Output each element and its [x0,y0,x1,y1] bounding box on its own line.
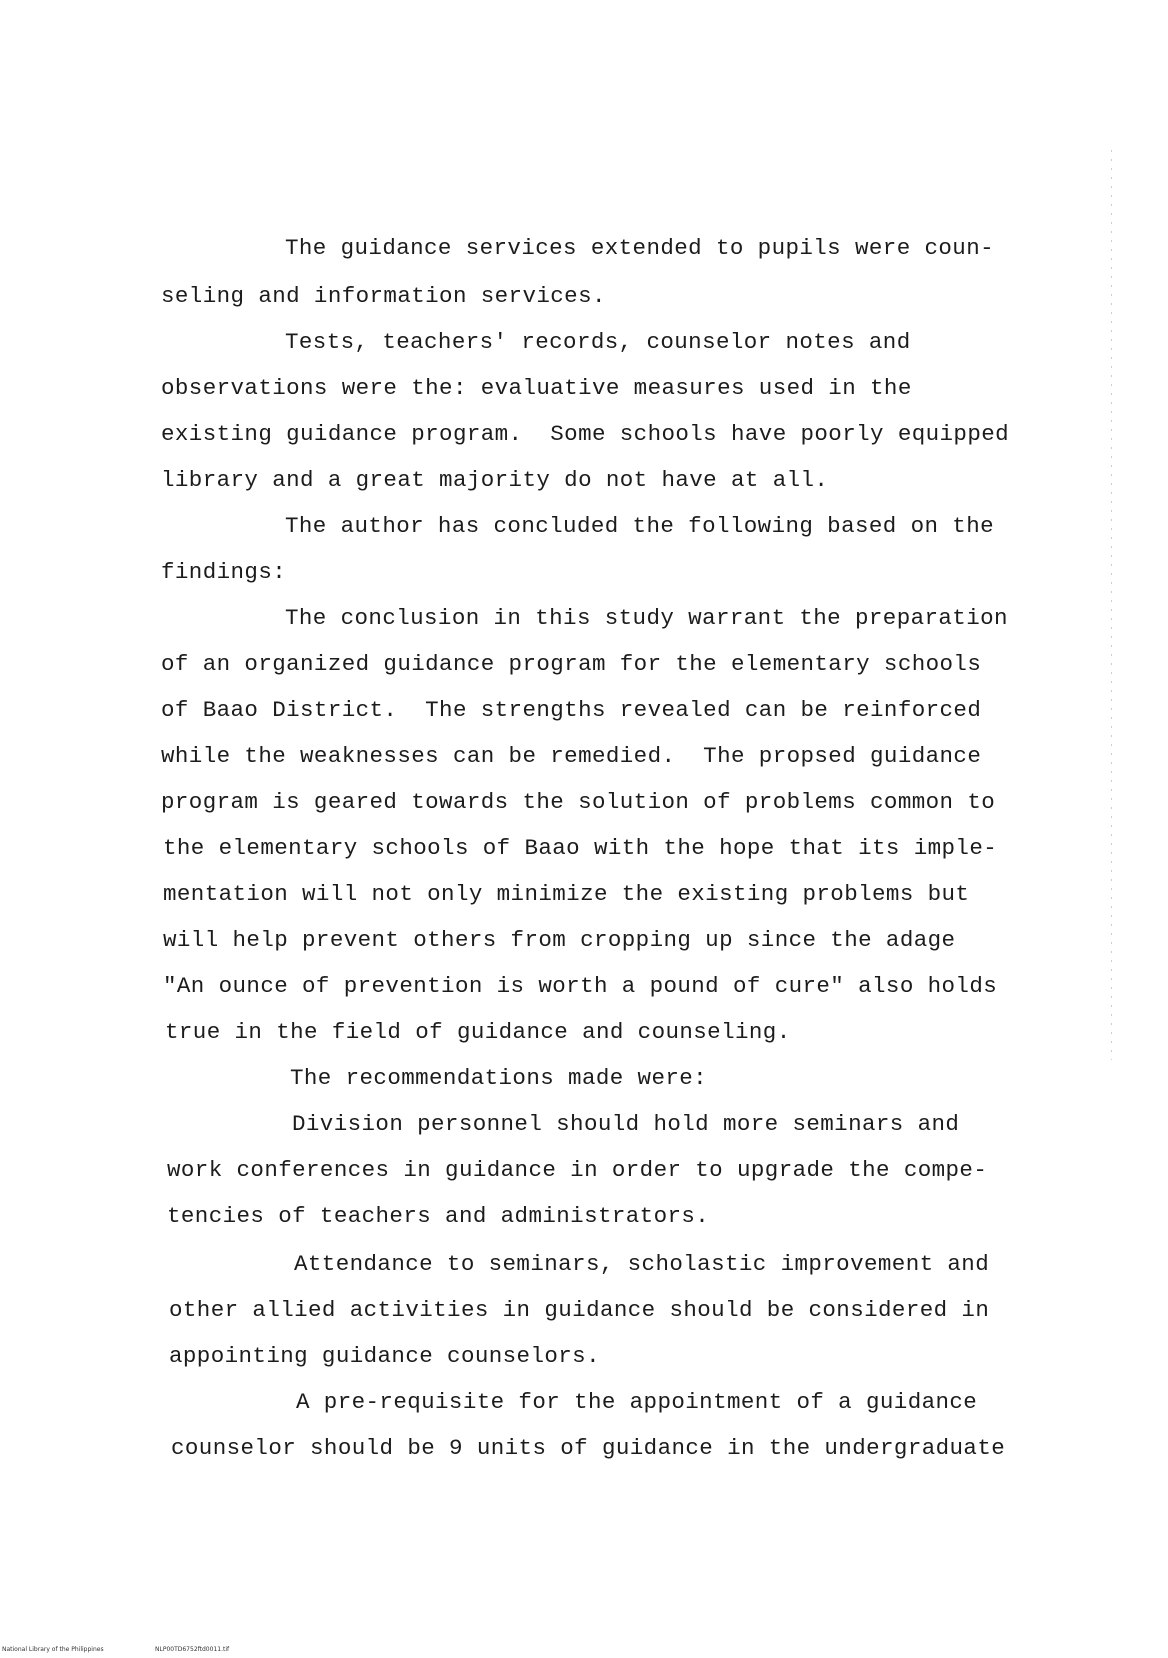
text-line-20: Division personnel should hold more seminars and [292,1111,960,1137]
text-line-3: Tests, teachers' records, counselor notes and [285,329,911,355]
text-line-17: "An ounce of prevention is worth a pound of cure" also holds [163,973,998,999]
text-line-11: of Baao District. The strengths revealed can be reinforced [161,697,982,723]
text-line-12: while the weaknesses can be remedied. The propsed guidance [161,743,982,769]
text-line-9: The conclusion in this study warrant the preparation [285,605,1008,631]
text-line-4: observations were the: evaluative measures used in the [161,375,912,401]
footer-file-name: NLP00TD6752ftd0011.tif [155,1646,230,1653]
footer-library-label: National Library of the Philippines [2,1646,104,1653]
text-line-7: The author has concluded the following based on the [285,513,995,539]
text-line-2: seling and information services. [161,283,606,309]
text-line-1: The guidance services extended to pupils were coun- [285,235,995,261]
text-line-27: counselor should be 9 units of guidance in the undergraduate [171,1435,1006,1461]
text-line-19: The recommendations made were: [290,1065,708,1091]
text-line-23: Attendance to seminars, scholastic improvement and [294,1251,990,1277]
text-line-21: work conferences in guidance in order to upgrade the compe- [167,1157,988,1183]
text-line-10: of an organized guidance program for the elementary schools [161,651,982,677]
text-line-13: program is geared towards the solution of problems common to [161,789,996,815]
text-line-18: true in the field of guidance and counseling. [165,1019,791,1045]
scan-edge-dots [1111,150,1112,1060]
text-line-22: tencies of teachers and administrators. [167,1203,710,1229]
text-line-25: appointing guidance counselors. [169,1343,600,1369]
text-line-15: mentation will not only minimize the existing problems but [163,881,970,907]
text-line-5: existing guidance program. Some schools have poorly equipped [161,421,1010,447]
text-line-16: will help prevent others from cropping up since the adage [163,927,956,953]
text-line-24: other allied activities in guidance should be considered in [169,1297,990,1323]
text-line-6: library and a great majority do not have at all. [161,467,829,493]
text-line-8: findings: [161,559,287,585]
text-line-14: the elementary schools of Baao with the hope that its imple- [163,835,998,861]
text-line-26: A pre-requisite for the appointment of a guidance [296,1389,978,1415]
